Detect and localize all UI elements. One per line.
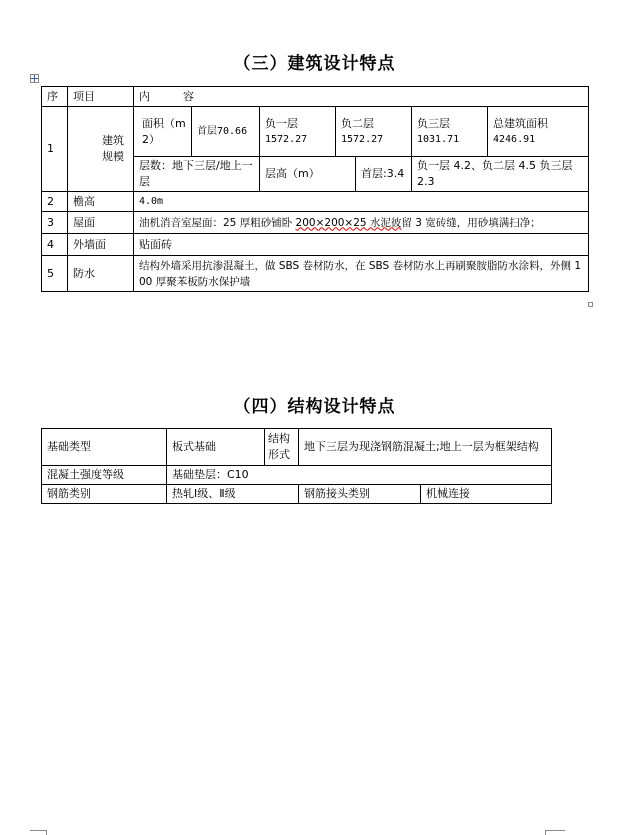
b1-area bbox=[260, 107, 336, 157]
basement-heights: 负一层 4.2、负二层 4.5 负三层 2.3 bbox=[412, 157, 589, 192]
b3-area bbox=[412, 107, 488, 157]
b3-value: 1031.71 bbox=[417, 133, 460, 145]
rebar-joint-label: 钢筋接头类别 bbox=[299, 485, 421, 504]
structure-form-label: 结构形式 bbox=[265, 429, 299, 466]
table-row bbox=[42, 234, 589, 256]
roof-content-b: 200×200×25 水泥彼 bbox=[295, 216, 402, 229]
row-item: 外墙面 bbox=[68, 234, 134, 256]
table-header-row bbox=[42, 87, 589, 107]
row-item: 防水 bbox=[68, 256, 134, 292]
row-item: 建筑规模 bbox=[68, 107, 134, 192]
total-area bbox=[488, 107, 589, 157]
section-title-architecture: （三）建筑设计特点 bbox=[233, 54, 396, 74]
structure-table bbox=[41, 428, 552, 504]
concrete-grade-value: 基础垫层：C10 bbox=[167, 466, 552, 485]
table-row bbox=[42, 256, 589, 292]
rebar-type-value: 热轧Ⅰ级、Ⅱ级 bbox=[167, 485, 299, 504]
b2-area bbox=[336, 107, 412, 157]
row-item: 屋面 bbox=[68, 212, 134, 234]
row-content: 贴面砖 bbox=[134, 234, 589, 256]
row-number: 2 bbox=[42, 192, 68, 212]
row-item: 檐高 bbox=[68, 192, 134, 212]
rebar-joint-value: 机械连接 bbox=[421, 485, 552, 504]
table-row bbox=[42, 192, 589, 212]
height-label: 层高（m） bbox=[260, 157, 356, 192]
roof-content-a: 油机消音室屋面：25 厚粗砂铺卧 bbox=[139, 216, 296, 229]
eave-height-value: 4.0m bbox=[139, 196, 164, 207]
row-content: 结构外墙采用抗渗混凝土，做 SBS 卷材防水，在 SBS 卷材防水上再刷聚胺脂防水涂料，外侧 100 厚聚苯板防水保护墙 bbox=[134, 256, 589, 292]
page-corner-mark-left bbox=[30, 830, 47, 831]
row-number: 3 bbox=[42, 212, 68, 234]
first-floor-height: 首层:3.4 bbox=[356, 157, 412, 192]
header-item: 项目 bbox=[68, 87, 134, 107]
structure-form-value: 地下三层为现浇钢筋混凝土;地上一层为框架结构 bbox=[299, 429, 552, 466]
row-number: 5 bbox=[42, 256, 68, 292]
first-floor-area bbox=[192, 107, 260, 157]
header-content: 内 容 bbox=[134, 87, 589, 107]
floors-info: 层数：地下三层/地上一层 bbox=[134, 157, 260, 192]
b3-label: 负三层 bbox=[417, 116, 450, 130]
table-row bbox=[42, 107, 589, 157]
b2-value: 1572.27 bbox=[341, 133, 384, 145]
b2-label: 负二层 bbox=[341, 116, 374, 130]
total-value: 4246.91 bbox=[493, 133, 536, 145]
total-label: 总建筑面积 bbox=[493, 116, 548, 130]
table-row bbox=[42, 429, 552, 466]
foundation-type-label: 基础类型 bbox=[42, 429, 167, 466]
page-corner-mark-right bbox=[545, 830, 565, 831]
table-row bbox=[42, 212, 589, 234]
first-floor-area-text: 首层70.66 bbox=[197, 126, 248, 137]
b1-value: 1572.27 bbox=[265, 133, 308, 145]
architecture-table bbox=[41, 86, 589, 292]
row-content bbox=[134, 192, 589, 212]
header-number: 序 bbox=[42, 87, 68, 107]
row-number: 1 bbox=[42, 107, 68, 192]
row-content bbox=[134, 212, 589, 234]
foundation-type-value: 板式基础 bbox=[167, 429, 265, 466]
row-number: 4 bbox=[42, 234, 68, 256]
b1-label: 负一层 bbox=[265, 116, 298, 130]
concrete-grade-label: 混凝土强度等级 bbox=[42, 466, 167, 485]
area-label: 面积（m2） bbox=[134, 107, 192, 157]
roof-content-c: 留 3 宽砖缝，用砂填满扫净； bbox=[401, 216, 541, 229]
table-resize-handle-icon[interactable] bbox=[588, 302, 593, 307]
table-move-handle-icon[interactable] bbox=[30, 74, 39, 83]
rebar-type-label: 钢筋类别 bbox=[42, 485, 167, 504]
table-row bbox=[42, 466, 552, 485]
section-title-structure: （四）结构设计特点 bbox=[233, 397, 396, 417]
table-row bbox=[42, 485, 552, 504]
